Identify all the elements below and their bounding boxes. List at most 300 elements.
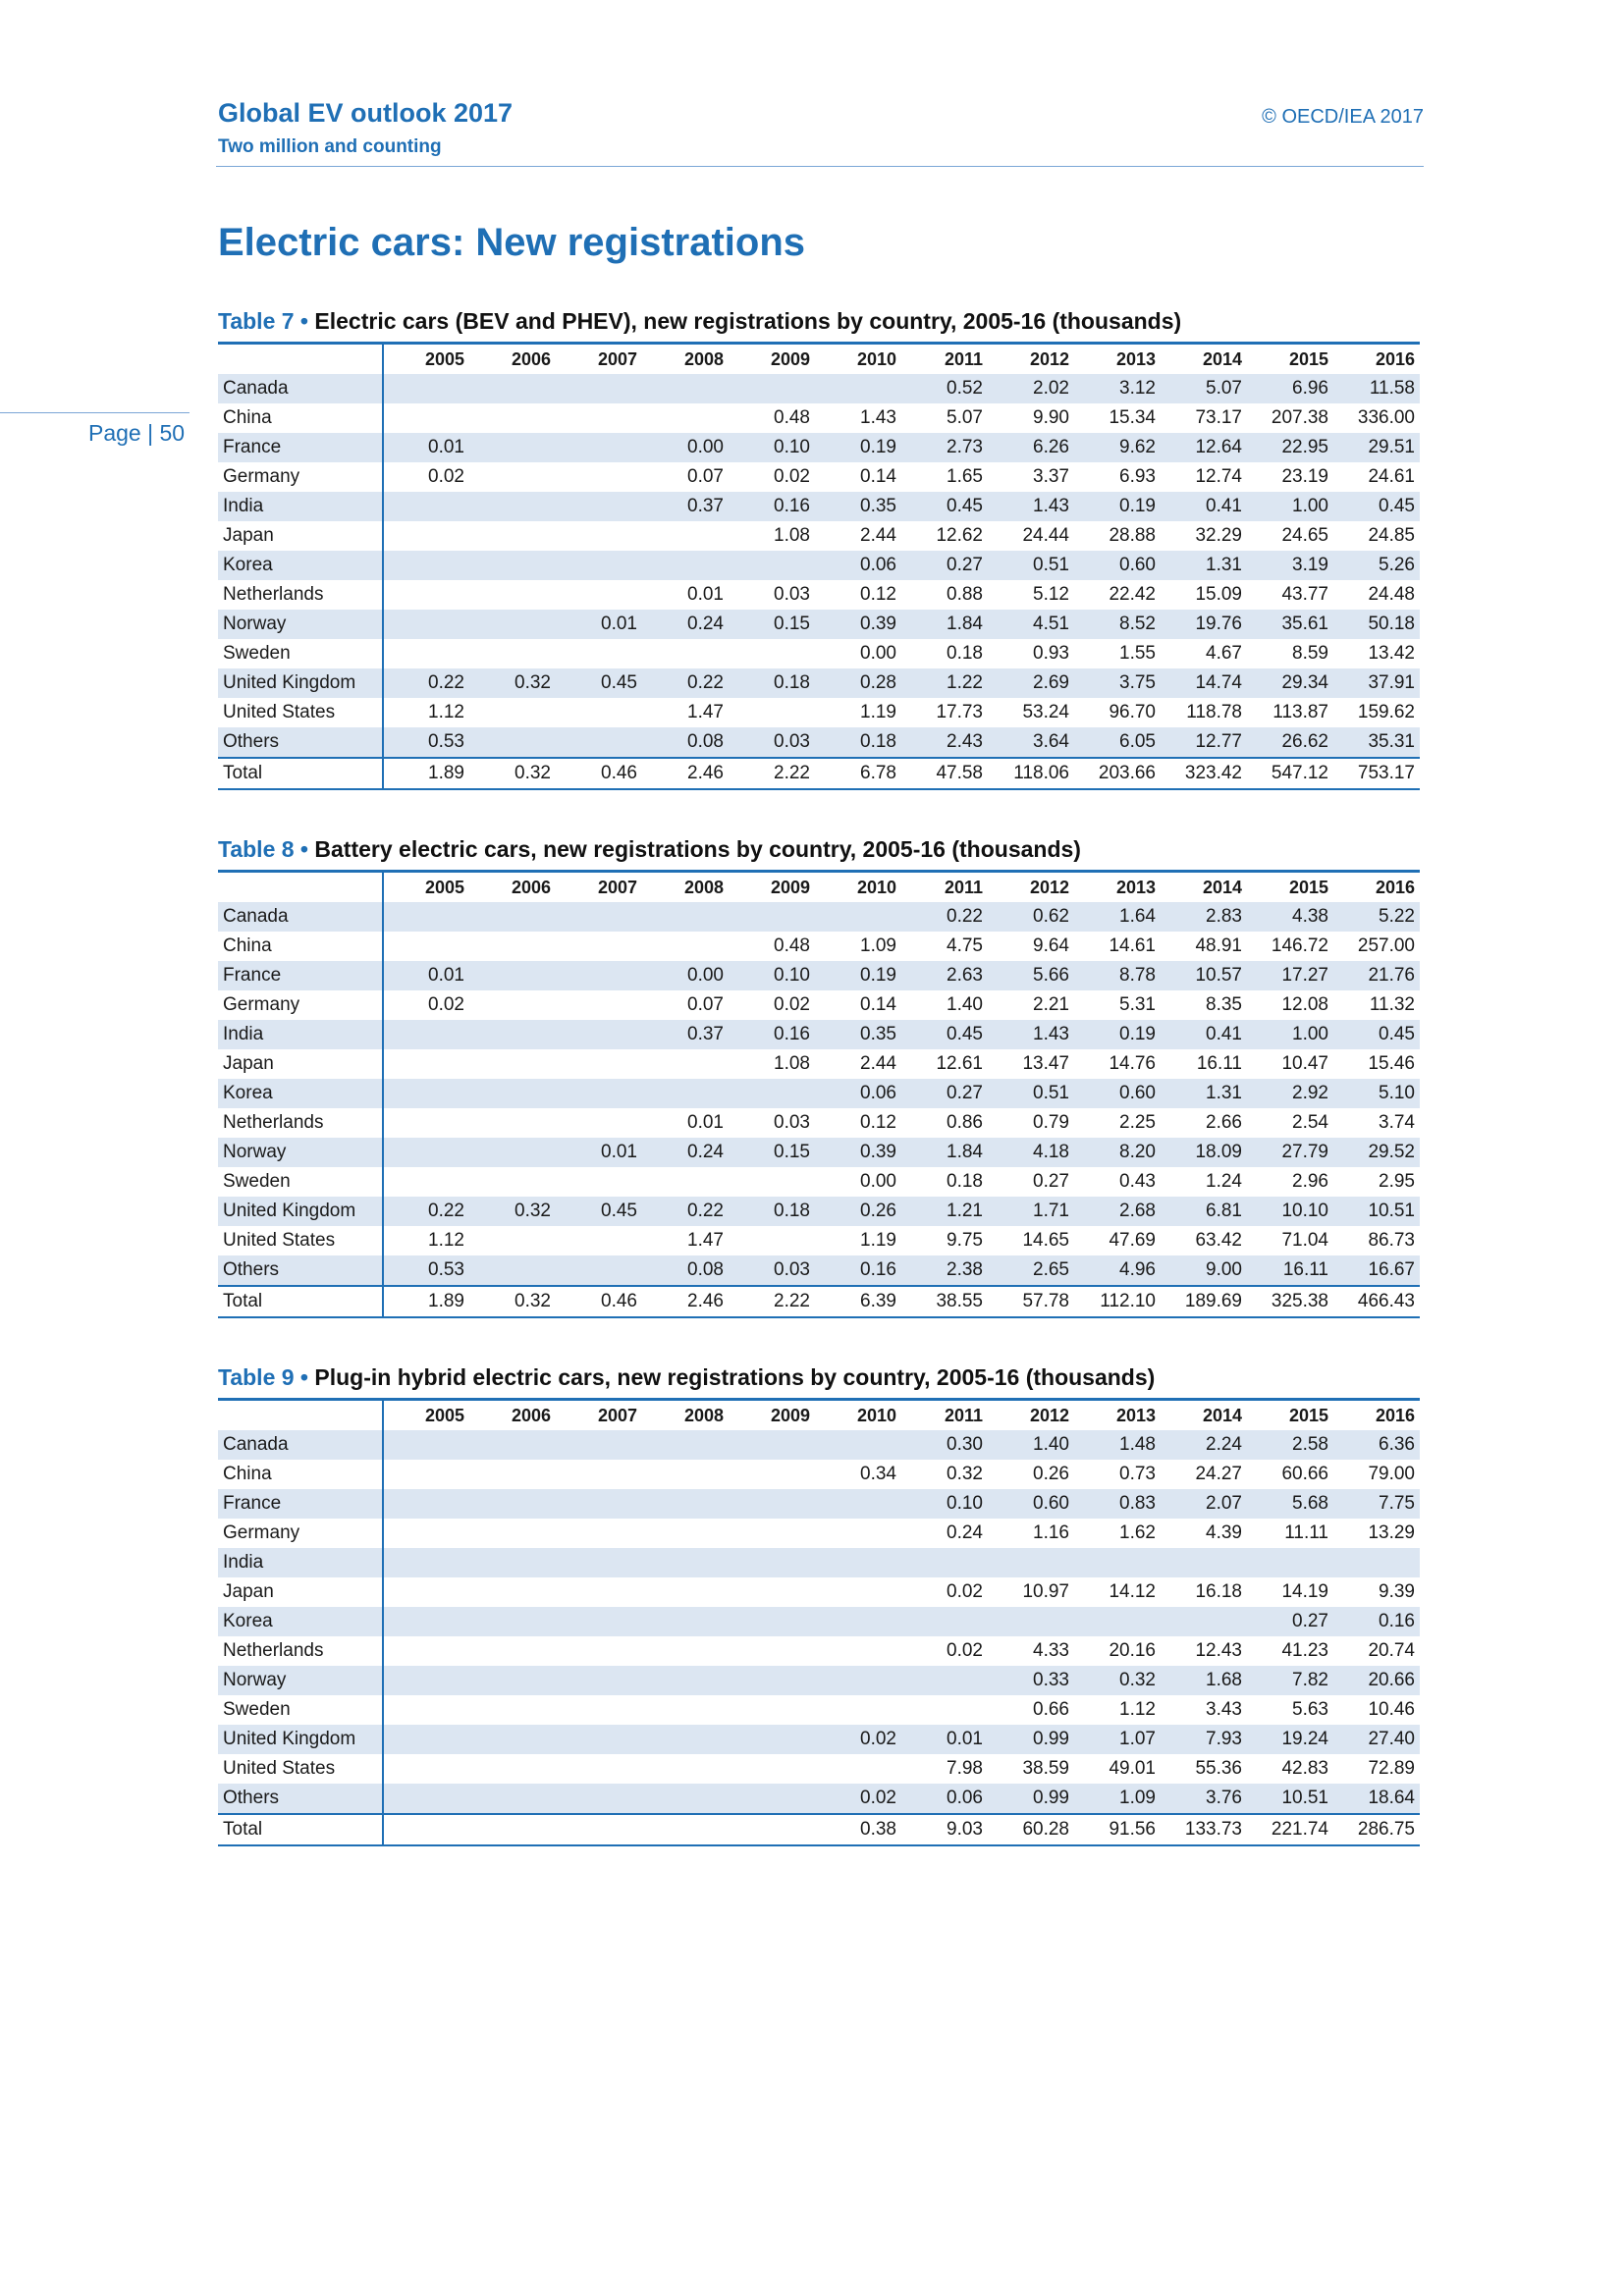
value-cell — [901, 1548, 988, 1577]
value-cell: 0.45 — [601, 1201, 637, 1221]
value-cell — [556, 1519, 642, 1548]
table-title: Battery electric cars, new registrations by country, 2005-16 (thousands) — [308, 836, 1081, 862]
value-cell: 71.04 — [1281, 1230, 1328, 1251]
value-cell: 2.96 — [1292, 1171, 1328, 1192]
value-cell: 1.12 — [428, 702, 464, 722]
value-cell: 5.07 — [1206, 378, 1242, 399]
value-cell: 1.62 — [1119, 1522, 1156, 1543]
value-cell: 60.66 — [1281, 1464, 1328, 1484]
table-row — [218, 1577, 1420, 1607]
value-cell: 113.87 — [1272, 702, 1328, 722]
value-cell — [642, 1577, 729, 1607]
value-cell: 10.47 — [1281, 1053, 1328, 1074]
value-cell — [1247, 1548, 1333, 1577]
value-cell: 2.44 — [860, 1053, 896, 1074]
value-cell — [383, 1577, 469, 1607]
value-cell: 3.75 — [1119, 672, 1156, 693]
value-cell: 29.51 — [1368, 437, 1415, 457]
value-cell: 0.39 — [860, 1142, 896, 1162]
value-cell: 16.18 — [1195, 1581, 1242, 1602]
table-header-row — [218, 344, 1420, 375]
value-cell — [383, 1548, 469, 1577]
value-cell — [469, 990, 556, 1020]
country-cell: Germany — [218, 1519, 383, 1548]
country-cell: Japan — [218, 521, 383, 551]
value-cell: 2.22 — [774, 1291, 810, 1311]
value-cell: 7.82 — [1292, 1670, 1328, 1690]
year-column-header: 2013 — [1115, 348, 1156, 369]
country-cell: Canada — [218, 1430, 383, 1460]
value-cell: 0.02 — [947, 1640, 983, 1661]
value-cell: 1.22 — [947, 672, 983, 693]
value-cell: 2.22 — [774, 763, 810, 783]
value-cell — [642, 902, 729, 932]
value-cell — [556, 698, 642, 727]
value-cell: 0.32 — [1119, 1670, 1156, 1690]
table-row — [218, 1430, 1420, 1460]
year-column-header: 2016 — [1375, 877, 1415, 897]
value-cell: 4.39 — [1206, 1522, 1242, 1543]
value-cell: 1.48 — [1119, 1434, 1156, 1455]
value-cell: 2.73 — [947, 437, 983, 457]
value-cell — [556, 932, 642, 961]
value-cell — [383, 1020, 469, 1049]
value-cell — [469, 698, 556, 727]
value-cell: 0.16 — [774, 496, 810, 516]
value-cell: 0.51 — [1033, 555, 1069, 575]
year-column-header: 2014 — [1202, 877, 1242, 897]
country-cell: India — [218, 492, 383, 521]
value-cell: 0.45 — [947, 1024, 983, 1044]
value-cell: 2.02 — [1033, 378, 1069, 399]
value-cell: 1.43 — [860, 407, 896, 428]
value-cell — [815, 1430, 901, 1460]
value-cell: 53.24 — [1022, 702, 1069, 722]
value-cell — [556, 1460, 642, 1489]
value-cell: 24.48 — [1368, 584, 1415, 605]
value-cell — [642, 1167, 729, 1197]
value-cell: 325.38 — [1271, 1291, 1328, 1311]
copyright-notice: © OECD/IEA 2017 — [1262, 106, 1424, 128]
value-cell: 0.03 — [774, 584, 810, 605]
value-cell — [556, 1725, 642, 1754]
value-cell — [556, 374, 642, 403]
value-cell: 3.76 — [1206, 1788, 1242, 1808]
value-cell: 323.42 — [1184, 763, 1242, 783]
country-column-header — [218, 1400, 383, 1431]
value-cell — [469, 403, 556, 433]
year-column-header: 2015 — [1288, 877, 1328, 897]
value-cell: 11.32 — [1369, 994, 1415, 1015]
value-cell: 10.51 — [1281, 1788, 1328, 1808]
table-row — [218, 1226, 1420, 1255]
value-cell: 0.32 — [514, 763, 551, 783]
value-cell: 1.07 — [1119, 1729, 1156, 1749]
value-cell — [729, 1814, 815, 1845]
value-cell: 27.40 — [1368, 1729, 1415, 1749]
year-column-header: 2008 — [683, 1405, 724, 1425]
value-cell: 0.62 — [1033, 906, 1069, 927]
value-cell: 0.08 — [687, 731, 724, 752]
value-cell — [815, 1666, 901, 1695]
value-cell — [469, 1226, 556, 1255]
value-cell — [642, 1725, 729, 1754]
table-title: Plug-in hybrid electric cars, new registrations by country, 2005-16 (thousands) — [308, 1364, 1156, 1390]
country-cell: Germany — [218, 990, 383, 1020]
value-cell — [729, 1489, 815, 1519]
value-cell: 9.00 — [1206, 1259, 1242, 1280]
value-cell: 0.01 — [687, 584, 724, 605]
year-column-header: 2011 — [944, 877, 983, 897]
value-cell — [642, 639, 729, 668]
table-row — [218, 1167, 1420, 1197]
value-cell: 0.46 — [601, 763, 637, 783]
value-cell: 29.52 — [1368, 1142, 1415, 1162]
value-cell — [1333, 1548, 1420, 1577]
year-column-header: 2005 — [424, 348, 464, 369]
value-cell: 0.39 — [860, 614, 896, 634]
value-cell — [815, 1695, 901, 1725]
value-cell: 0.12 — [860, 584, 896, 605]
value-cell: 17.27 — [1281, 965, 1328, 986]
value-cell: 1.40 — [1033, 1434, 1069, 1455]
year-column-header: 2007 — [597, 1405, 637, 1425]
table-row — [218, 1138, 1420, 1167]
value-cell — [729, 1226, 815, 1255]
value-cell — [729, 1695, 815, 1725]
value-cell: 0.18 — [947, 643, 983, 664]
year-column-header: 2016 — [1375, 348, 1415, 369]
header-divider — [216, 166, 1424, 167]
value-cell: 0.83 — [1119, 1493, 1156, 1514]
country-cell: India — [218, 1020, 383, 1049]
value-cell: 12.08 — [1281, 994, 1328, 1015]
table-caption — [218, 304, 1420, 342]
value-cell: 6.78 — [860, 763, 896, 783]
value-cell: 118.78 — [1186, 702, 1242, 722]
table-row — [218, 1108, 1420, 1138]
table-row — [218, 492, 1420, 521]
value-cell: 47.58 — [936, 763, 983, 783]
value-cell — [469, 961, 556, 990]
value-cell: 73.17 — [1195, 407, 1242, 428]
value-cell — [469, 1519, 556, 1548]
value-cell: 547.12 — [1271, 763, 1328, 783]
value-cell — [901, 1666, 988, 1695]
value-cell — [642, 374, 729, 403]
country-cell: China — [218, 932, 383, 961]
value-cell: 22.42 — [1109, 584, 1156, 605]
value-cell: 0.02 — [947, 1581, 983, 1602]
value-cell — [556, 727, 642, 758]
value-cell — [556, 521, 642, 551]
value-cell — [469, 462, 556, 492]
country-cell: Sweden — [218, 1695, 383, 1725]
value-cell: 14.12 — [1109, 1581, 1156, 1602]
value-cell: 0.10 — [774, 965, 810, 986]
value-cell: 18.09 — [1195, 1142, 1242, 1162]
country-cell: Netherlands — [218, 1108, 383, 1138]
value-cell — [383, 1784, 469, 1814]
value-cell: 5.68 — [1292, 1493, 1328, 1514]
value-cell — [469, 1754, 556, 1784]
value-cell: 159.62 — [1357, 702, 1415, 722]
value-cell: 38.55 — [936, 1291, 983, 1311]
value-cell — [383, 580, 469, 610]
value-cell: 0.37 — [687, 1024, 724, 1044]
value-cell: 0.00 — [860, 1171, 896, 1192]
country-cell: Sweden — [218, 1167, 383, 1197]
value-cell: 12.61 — [936, 1053, 983, 1074]
value-cell: 753.17 — [1357, 763, 1415, 783]
table-row — [218, 1666, 1420, 1695]
value-cell — [469, 610, 556, 639]
value-cell — [383, 1754, 469, 1784]
value-cell: 1.40 — [947, 994, 983, 1015]
value-cell: 2.65 — [1033, 1259, 1069, 1280]
value-cell — [556, 961, 642, 990]
value-cell: 14.19 — [1281, 1581, 1328, 1602]
value-cell — [556, 1108, 642, 1138]
value-cell: 37.91 — [1368, 672, 1415, 693]
value-cell — [556, 1577, 642, 1607]
value-cell: 0.19 — [860, 437, 896, 457]
value-cell: 0.48 — [774, 407, 810, 428]
value-cell: 0.01 — [601, 614, 637, 634]
value-cell: 15.09 — [1195, 584, 1242, 605]
value-cell: 24.27 — [1195, 1464, 1242, 1484]
value-cell — [469, 433, 556, 462]
country-cell: Total — [218, 758, 383, 789]
total-row — [218, 758, 1420, 789]
value-cell — [556, 1167, 642, 1197]
value-cell: 0.45 — [947, 496, 983, 516]
value-cell: 9.39 — [1379, 1581, 1415, 1602]
value-cell: 9.03 — [947, 1819, 983, 1840]
value-cell: 86.73 — [1368, 1230, 1415, 1251]
value-cell: 0.10 — [947, 1493, 983, 1514]
table-row — [218, 1197, 1420, 1226]
value-cell: 57.78 — [1022, 1291, 1069, 1311]
value-cell — [469, 521, 556, 551]
value-cell: 12.62 — [936, 525, 983, 546]
value-cell — [383, 610, 469, 639]
value-cell — [469, 1607, 556, 1636]
value-cell: 6.81 — [1206, 1201, 1242, 1221]
value-cell — [556, 1079, 642, 1108]
value-cell — [815, 1519, 901, 1548]
value-cell: 19.76 — [1195, 614, 1242, 634]
value-cell: 1.00 — [1292, 1024, 1328, 1044]
table-title: Electric cars (BEV and PHEV), new registrations by country, 2005-16 (thousands) — [308, 308, 1182, 334]
value-cell: 72.89 — [1368, 1758, 1415, 1779]
table-row — [218, 698, 1420, 727]
value-cell: 5.66 — [1033, 965, 1069, 986]
value-cell — [469, 551, 556, 580]
value-cell: 0.73 — [1119, 1464, 1156, 1484]
value-cell — [469, 1725, 556, 1754]
table-8 — [218, 832, 1420, 1318]
value-cell: 2.95 — [1379, 1171, 1415, 1192]
value-cell — [469, 902, 556, 932]
value-cell — [383, 932, 469, 961]
value-cell: 5.10 — [1379, 1083, 1415, 1103]
value-cell: 13.42 — [1368, 643, 1415, 664]
table-caption — [218, 1361, 1420, 1398]
value-cell: 35.31 — [1368, 731, 1415, 752]
value-cell: 0.02 — [774, 994, 810, 1015]
total-row — [218, 1814, 1420, 1845]
country-cell: Norway — [218, 610, 383, 639]
value-cell: 13.29 — [1368, 1522, 1415, 1543]
value-cell — [556, 1489, 642, 1519]
value-cell — [469, 1049, 556, 1079]
value-cell: 6.93 — [1119, 466, 1156, 487]
value-cell: 3.43 — [1206, 1699, 1242, 1720]
country-cell: China — [218, 1460, 383, 1489]
table-row — [218, 1255, 1420, 1286]
value-cell: 91.56 — [1109, 1819, 1156, 1840]
value-cell: 0.18 — [774, 1201, 810, 1221]
table-number: Table 9 • — [218, 1364, 308, 1390]
table-row — [218, 1695, 1420, 1725]
value-cell — [383, 902, 469, 932]
value-cell: 1.55 — [1119, 643, 1156, 664]
value-cell: 1.12 — [428, 1230, 464, 1251]
value-cell: 4.67 — [1206, 643, 1242, 664]
value-cell: 2.38 — [947, 1259, 983, 1280]
value-cell: 2.66 — [1206, 1112, 1242, 1133]
value-cell: 15.34 — [1109, 407, 1156, 428]
value-cell: 0.38 — [860, 1819, 896, 1840]
year-column-header: 2010 — [856, 1405, 896, 1425]
table-row — [218, 374, 1420, 403]
table-number: Table 8 • — [218, 836, 308, 862]
value-cell: 0.06 — [860, 555, 896, 575]
country-cell: United Kingdom — [218, 1725, 383, 1754]
country-cell: Korea — [218, 1079, 383, 1108]
value-cell: 0.45 — [1379, 496, 1415, 516]
value-cell: 1.31 — [1206, 555, 1242, 575]
value-cell — [383, 403, 469, 433]
value-cell: 49.01 — [1109, 1758, 1156, 1779]
table-row — [218, 932, 1420, 961]
year-column-header: 2006 — [511, 877, 551, 897]
value-cell: 13.47 — [1022, 1053, 1069, 1074]
value-cell: 0.28 — [860, 672, 896, 693]
table-header-row — [218, 872, 1420, 903]
value-cell: 14.74 — [1195, 672, 1242, 693]
value-cell: 0.53 — [428, 1259, 464, 1280]
value-cell: 48.91 — [1195, 935, 1242, 956]
value-cell: 10.46 — [1368, 1699, 1415, 1720]
value-cell: 2.24 — [1206, 1434, 1242, 1455]
value-cell: 0.19 — [860, 965, 896, 986]
table-7 — [218, 304, 1420, 790]
country-cell: Japan — [218, 1049, 383, 1079]
table-row — [218, 1460, 1420, 1489]
value-cell: 0.22 — [428, 1201, 464, 1221]
value-cell: 2.46 — [687, 763, 724, 783]
country-cell: Germany — [218, 462, 383, 492]
value-cell: 0.01 — [687, 1112, 724, 1133]
value-cell: 38.59 — [1022, 1758, 1069, 1779]
value-cell — [1161, 1548, 1247, 1577]
value-cell: 28.88 — [1109, 525, 1156, 546]
value-cell: 19.24 — [1281, 1729, 1328, 1749]
value-cell: 60.28 — [1022, 1819, 1069, 1840]
country-column-header — [218, 344, 383, 375]
value-cell: 1.24 — [1206, 1171, 1242, 1192]
value-cell — [556, 580, 642, 610]
value-cell — [988, 1607, 1074, 1636]
value-cell: 0.01 — [428, 437, 464, 457]
value-cell: 9.90 — [1033, 407, 1069, 428]
year-column-header: 2015 — [1288, 348, 1328, 369]
country-cell: China — [218, 403, 383, 433]
value-cell: 24.61 — [1368, 466, 1415, 487]
value-cell — [556, 1049, 642, 1079]
value-cell: 12.74 — [1195, 466, 1242, 487]
value-cell: 8.52 — [1119, 614, 1156, 634]
value-cell — [383, 1108, 469, 1138]
year-column-header: 2008 — [683, 877, 724, 897]
value-cell — [383, 1489, 469, 1519]
country-cell: Others — [218, 727, 383, 758]
table-caption — [218, 832, 1420, 870]
value-cell — [815, 1636, 901, 1666]
value-cell: 20.16 — [1109, 1640, 1156, 1661]
country-cell: Norway — [218, 1138, 383, 1167]
value-cell: 203.66 — [1098, 763, 1156, 783]
value-cell — [469, 1666, 556, 1695]
value-cell: 8.20 — [1119, 1142, 1156, 1162]
value-cell: 0.35 — [860, 1024, 896, 1044]
country-cell: Japan — [218, 1577, 383, 1607]
value-cell — [815, 1607, 901, 1636]
year-column-header: 2008 — [683, 348, 724, 369]
value-cell: 0.19 — [1119, 1024, 1156, 1044]
value-cell: 32.29 — [1195, 525, 1242, 546]
year-column-header: 2010 — [856, 877, 896, 897]
value-cell: 0.26 — [1033, 1464, 1069, 1484]
value-cell — [383, 1460, 469, 1489]
year-column-header: 2011 — [944, 1405, 983, 1425]
value-cell — [556, 1020, 642, 1049]
value-cell — [383, 1695, 469, 1725]
value-cell: 10.97 — [1022, 1581, 1069, 1602]
value-cell — [642, 1049, 729, 1079]
country-cell: Canada — [218, 902, 383, 932]
value-cell: 12.64 — [1195, 437, 1242, 457]
value-cell: 3.19 — [1292, 555, 1328, 575]
value-cell — [729, 1784, 815, 1814]
value-cell: 2.43 — [947, 731, 983, 752]
value-cell: 1.43 — [1033, 496, 1069, 516]
value-cell: 0.60 — [1033, 1493, 1069, 1514]
value-cell: 336.00 — [1357, 407, 1415, 428]
value-cell — [556, 1754, 642, 1784]
value-cell: 50.18 — [1368, 614, 1415, 634]
value-cell: 0.03 — [774, 731, 810, 752]
value-cell — [556, 1430, 642, 1460]
value-cell — [729, 1519, 815, 1548]
table-number: Table 7 • — [218, 308, 308, 334]
value-cell — [815, 1489, 901, 1519]
value-cell: 0.01 — [601, 1142, 637, 1162]
value-cell — [729, 1079, 815, 1108]
year-column-header: 2010 — [856, 348, 896, 369]
